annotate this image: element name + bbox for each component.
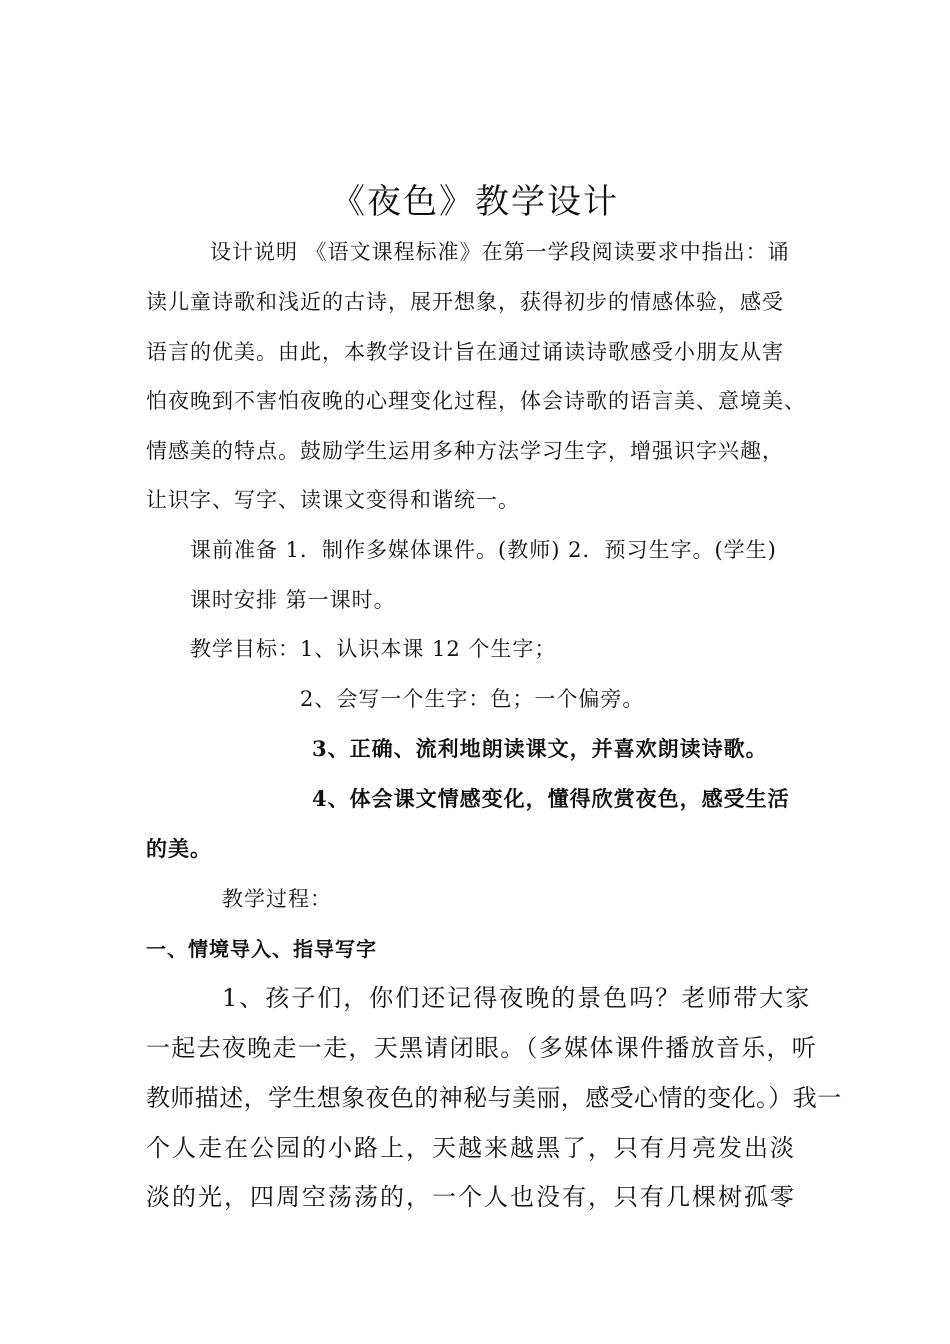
schedule-line: 课时安排 第一课时。 (190, 588, 396, 612)
design-note-line-3: 语言的优美。由此，本教学设计旨在通过诵读诗歌感受小朋友从害 (146, 340, 784, 364)
goal-3: 3、正确、流利地朗读课文，并喜欢朗读诗歌。 (312, 736, 768, 761)
section-1-heading: 一、情境导入、指导写字 (146, 937, 377, 961)
section-1-line-2: 一起去夜晚走一走，天黑请闭眼。（多媒体课件播放音乐，听 (146, 1034, 818, 1062)
design-note-line-5: 情感美的特点。鼓励学生运用多种方法学习生字，增强识字兴趣， (146, 439, 784, 463)
section-1-line-1: 1、孩子们，你们还记得夜晚的景色吗？老师带大家 (222, 984, 812, 1012)
goal-2: 2、会写一个生字：色；一个偏旁。 (300, 687, 645, 711)
section-1-line-3: 教师描述，学生想象夜色的神秘与美丽，感受心情的变化。）我一 (146, 1084, 842, 1112)
goal-4-line-1: 4、体会课文情感变化，懂得欣赏夜色，感受生活 (312, 786, 790, 811)
design-note-line-4: 怕夜晚到不害怕夜晚的心理变化过程，体会诗歌的语言美、意境美、 (146, 389, 806, 413)
design-note-line-6: 让识字、写字、读课文变得和谐统一。 (146, 488, 520, 512)
document-title: 《夜色》教学设计 (331, 182, 619, 222)
goal-4-line-2: 的美。 (146, 836, 212, 861)
section-1-line-5: 淡的光，四周空荡荡的，一个人也没有，只有几棵树孤零 (146, 1183, 796, 1211)
design-note-line-1: 设计说明 《语文课程标准》在第一学段阅读要求中指出：诵 (210, 240, 790, 264)
design-note-line-2: 读儿童诗歌和浅近的古诗，展开想象，获得初步的情感体验，感受 (146, 290, 784, 314)
goal-1: 教学目标：1、认识本课 12 个生字； (190, 637, 557, 661)
process-label: 教学过程： (222, 887, 332, 911)
preparation-line: 课前准备 1．制作多媒体课件。(教师) 2．预习生字。(学生) (190, 538, 777, 562)
section-1-line-4: 个人走在公园的小路上，天越来越黑了，只有月亮发出淡 (146, 1134, 796, 1162)
